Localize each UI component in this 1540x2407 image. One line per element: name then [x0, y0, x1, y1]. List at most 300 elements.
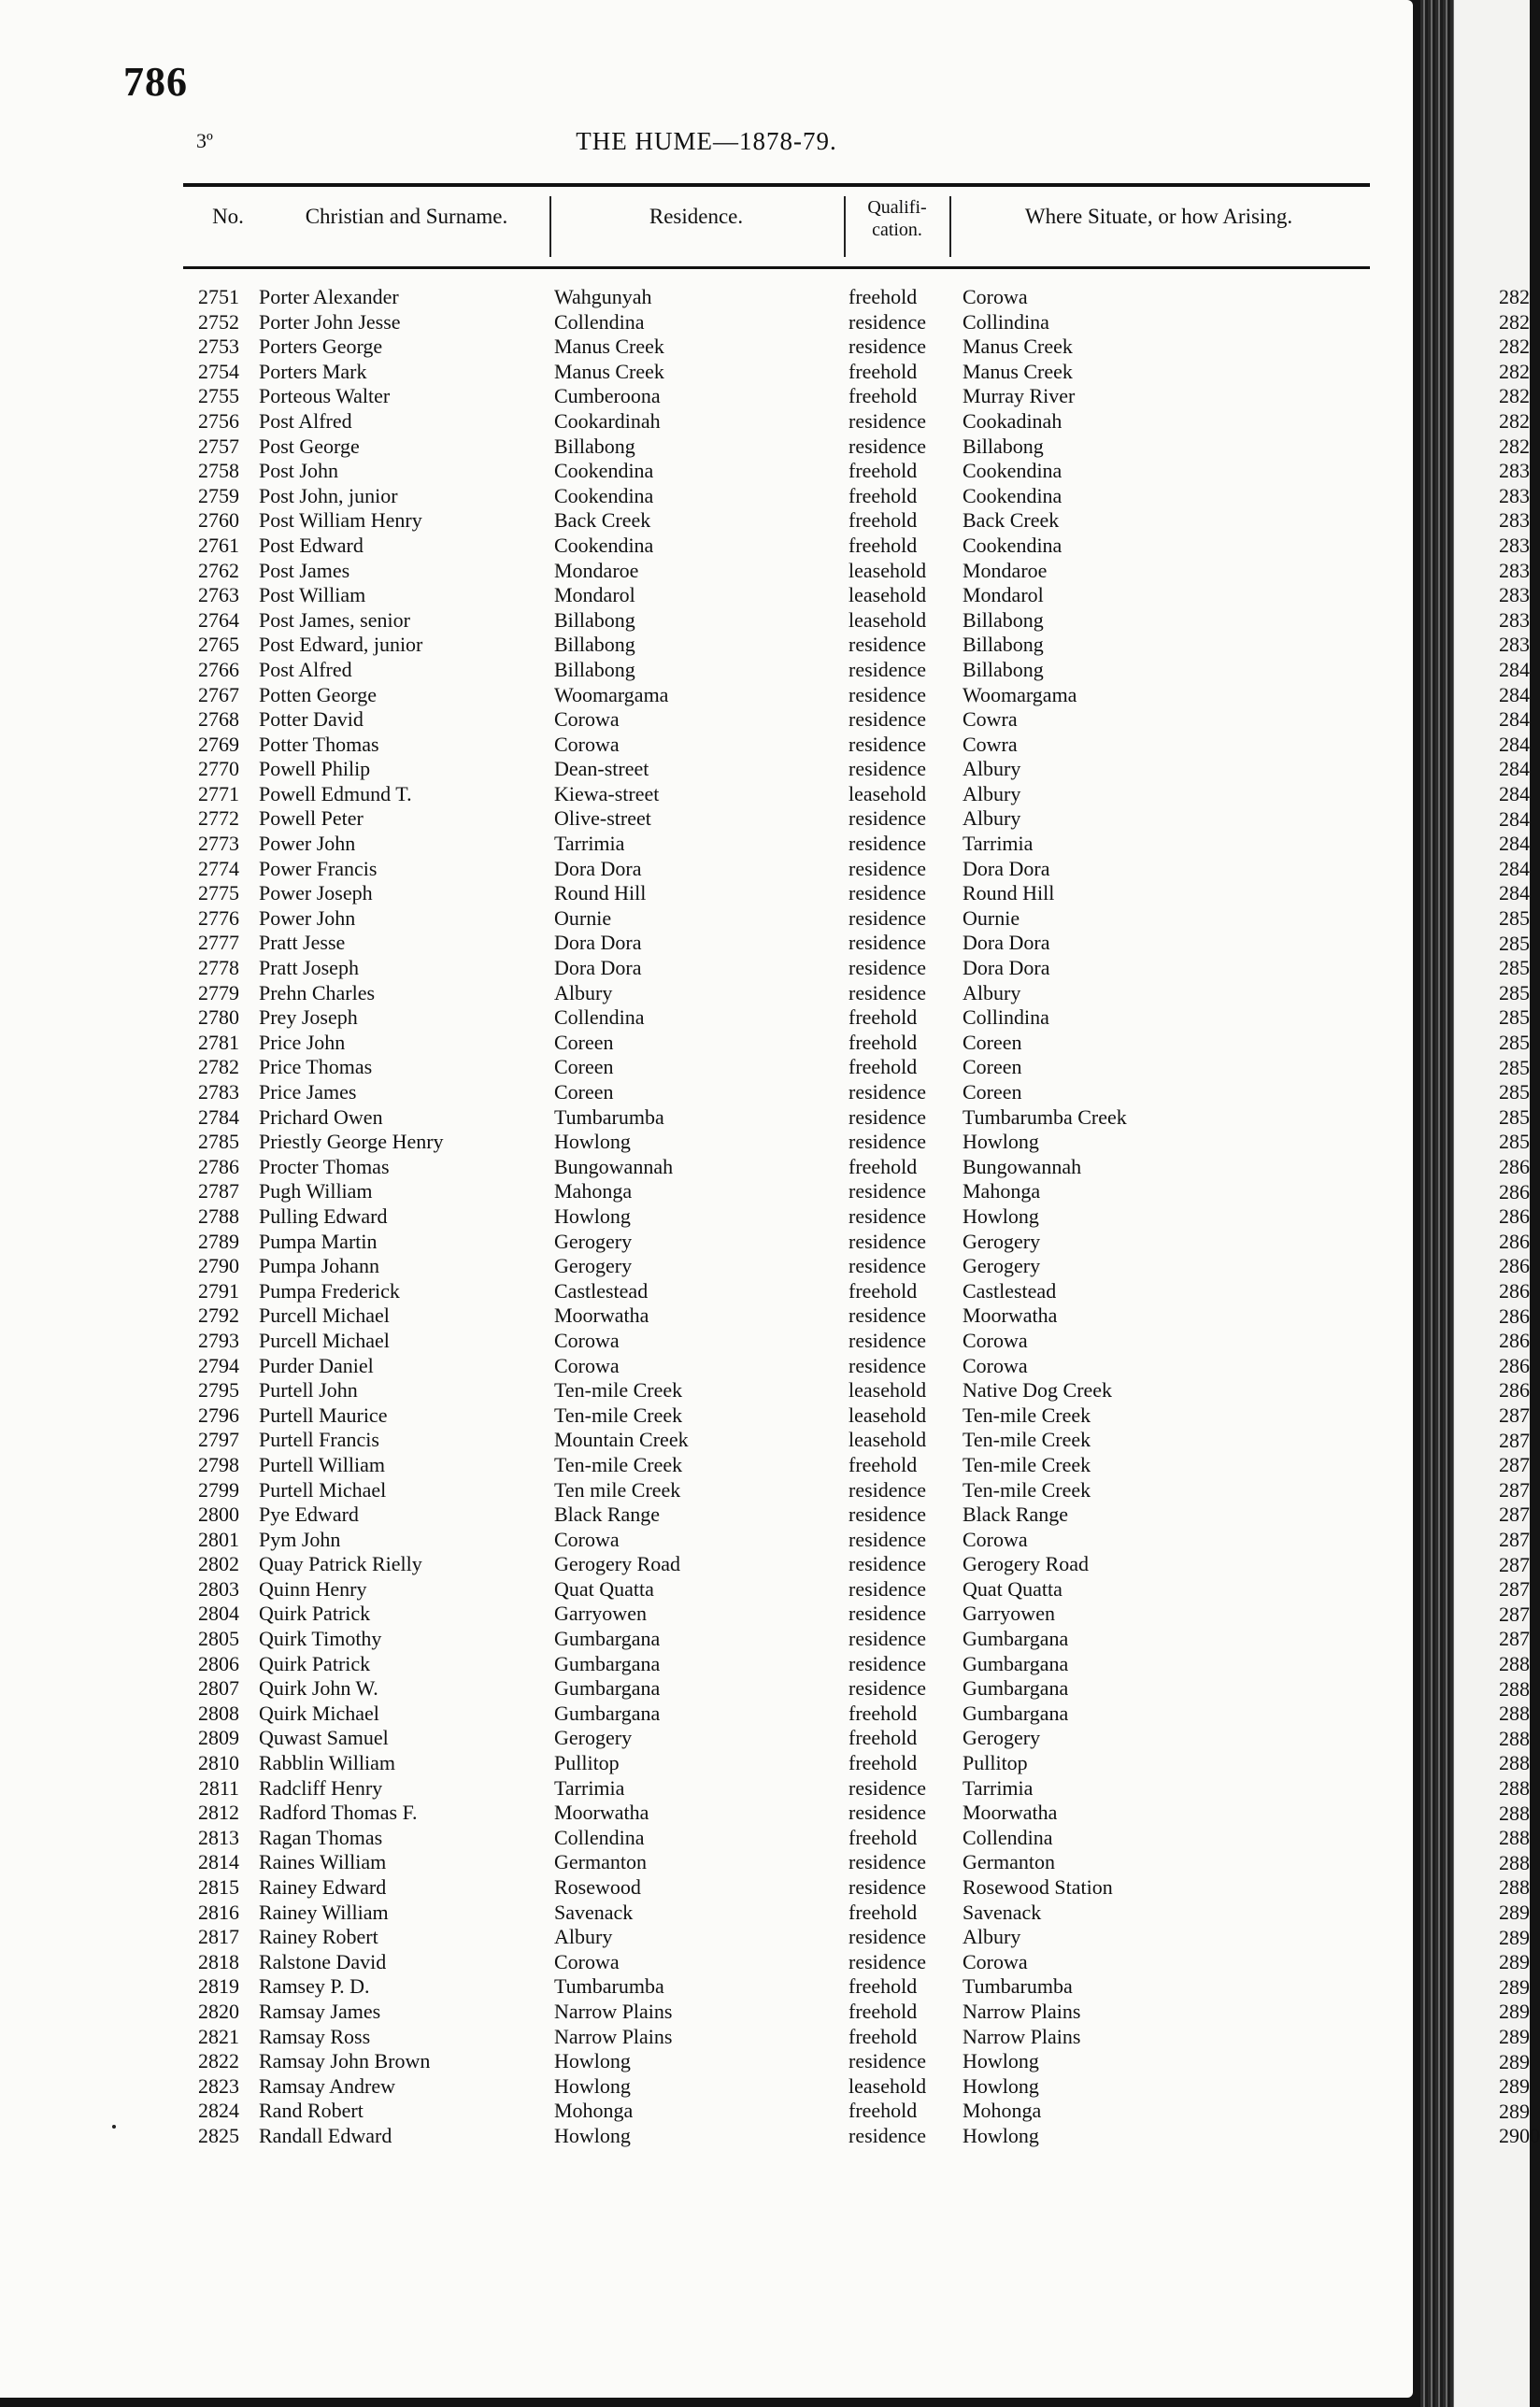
where-situate: Coreen: [962, 1080, 1022, 1104]
elector-name: Radford Thomas F.: [259, 1801, 418, 1825]
elector-name: Powell Philip: [259, 757, 371, 781]
qualification: freehold: [848, 2024, 918, 2048]
elector-name: Price Thomas: [259, 1055, 373, 1079]
col-header-residence: Residence.: [649, 205, 744, 228]
adjacent-page-number: 285: [1499, 1104, 1530, 1129]
entry-number: 2775: [198, 881, 239, 905]
residence: Savenack: [554, 1900, 634, 1924]
entry-number: 2782: [198, 1055, 239, 1079]
elector-name: Ramsey P. D.: [259, 1974, 370, 1999]
where-situate: Albury: [962, 781, 1021, 805]
residence: Collendina: [554, 309, 645, 334]
entry-number: 2824: [198, 2099, 239, 2123]
qualification: residence: [848, 1353, 927, 1377]
qualification: residence: [848, 657, 927, 681]
qualification: residence: [848, 980, 927, 1004]
residence: Corowa: [554, 732, 620, 756]
col-header-where-situate: Where Situate, or how Arising.: [1024, 205, 1293, 228]
adjacent-page-number: 288: [1499, 1726, 1530, 1750]
adjacent-page-number: 289: [1499, 2000, 1530, 2024]
entry-number: 2794: [198, 1353, 239, 1377]
residence: Ten mile Creek: [554, 1477, 681, 1502]
elector-name: Quirk Michael: [259, 1701, 379, 1725]
entry-number: 2795: [198, 1378, 239, 1403]
where-situate: Dora Dora: [962, 856, 1050, 880]
elector-name: Post Edward, junior: [259, 633, 423, 657]
qualification: residence: [848, 1080, 927, 1104]
table-row: [0, 1602, 1413, 1627]
where-situate: Howlong: [962, 1204, 1039, 1228]
residence: Black Range: [554, 1503, 661, 1527]
adjacent-page-number: 282: [1499, 409, 1530, 433]
table-row: [0, 1577, 1413, 1602]
table-row: [0, 1826, 1413, 1851]
table-row: [0, 1105, 1413, 1131]
residence: Gerogery: [554, 1726, 633, 1750]
residence: Billabong: [554, 657, 635, 681]
qualification: residence: [848, 1303, 927, 1328]
adjacent-page-number: 283: [1499, 508, 1530, 533]
table-row: [0, 310, 1413, 335]
where-situate: Albury: [962, 806, 1021, 831]
where-situate: Mahonga: [962, 1179, 1041, 1204]
where-situate: Moorwatha: [962, 1801, 1058, 1825]
table-row: [0, 508, 1413, 534]
elector-name: Potter Thomas: [259, 732, 379, 756]
elector-name: Porter John Jesse: [259, 309, 401, 334]
elector-name: Priestly George Henry: [259, 1130, 444, 1154]
elector-name: Pratt Joseph: [259, 956, 359, 980]
table-row: [0, 459, 1413, 484]
residence: Cookendina: [554, 483, 654, 507]
book-spine: [1420, 0, 1454, 2407]
table-row: [0, 1378, 1413, 1403]
adjacent-page-number: 289: [1499, 1950, 1530, 1974]
adjacent-page-number: 286: [1499, 1329, 1530, 1353]
elector-name: Quinn Henry: [259, 1576, 367, 1601]
qualification: residence: [848, 1104, 927, 1129]
elector-name: Pumpa Frederick: [259, 1278, 400, 1303]
qualification: leasehold: [848, 1403, 927, 1427]
qualification: residence: [848, 881, 927, 905]
residence: Mohonga: [554, 2099, 634, 2123]
table-row: [0, 1055, 1413, 1080]
table-row: [0, 707, 1413, 733]
qualification: freehold: [848, 533, 918, 557]
qualification: freehold: [848, 1900, 918, 1924]
adjacent-page-number: 287: [1499, 1453, 1530, 1477]
residence: Dora Dora: [554, 956, 642, 980]
residence: Coreen: [554, 1030, 614, 1054]
where-situate: Dora Dora: [962, 956, 1050, 980]
table-row: [0, 1303, 1413, 1329]
table-row: [0, 583, 1413, 608]
entry-number: 2767: [198, 682, 239, 706]
elector-name: Purtell Maurice: [259, 1403, 388, 1427]
table-row: [0, 360, 1413, 385]
residence: Kiewa-street: [554, 781, 660, 805]
residence: Gumbargana: [554, 1651, 661, 1675]
where-situate: Savenack: [962, 1900, 1042, 1924]
elector-name: Randall Edward: [259, 2123, 392, 2147]
where-situate: Howlong: [962, 2049, 1039, 2073]
adjacent-page-number: 283: [1499, 633, 1530, 657]
entry-number: 2808: [198, 1701, 239, 1725]
header-rule-top: [183, 183, 1370, 187]
qualification: leasehold: [848, 781, 927, 805]
adjacent-page-number: 288: [1499, 1875, 1530, 1900]
residence: Mondaroe: [554, 558, 639, 582]
adjacent-page-number: 287: [1499, 1428, 1530, 1452]
adjacent-page-number: 287: [1499, 1577, 1530, 1602]
residence: Albury: [554, 980, 613, 1004]
entry-number: 2792: [198, 1303, 239, 1328]
where-situate: Cookendina: [962, 533, 1062, 557]
entry-number: 2802: [198, 1552, 239, 1576]
where-situate: Gumbargana: [962, 1701, 1069, 1725]
table-row: [0, 1850, 1413, 1875]
entry-number: 2789: [198, 1229, 239, 1253]
adjacent-page-number: 282: [1499, 285, 1530, 308]
adjacent-page-number: 285: [1499, 1055, 1530, 1079]
where-situate: Cookendina: [962, 483, 1062, 507]
residence: Rosewood: [554, 1875, 641, 1899]
qualification: freehold: [848, 483, 918, 507]
residence: Germanton: [554, 1850, 647, 1874]
qualification: freehold: [848, 1825, 918, 1849]
adjacent-page-number: 289: [1499, 1974, 1530, 1999]
elector-name: Raines William: [259, 1850, 387, 1874]
where-situate: Gerogery Road: [962, 1552, 1090, 1576]
qualification: residence: [848, 732, 927, 756]
where-situate: Ournie: [962, 905, 1020, 930]
page-number: 786: [123, 59, 188, 105]
where-situate: Corowa: [962, 1527, 1028, 1551]
where-situate: Woomargama: [962, 682, 1077, 706]
table-row: [0, 881, 1413, 906]
qualification: residence: [848, 956, 927, 980]
elector-name: Quirk John W.: [259, 1676, 378, 1701]
entry-number: 2758: [198, 459, 239, 483]
table-row: [0, 806, 1413, 832]
residence: Dora Dora: [554, 931, 642, 955]
where-situate: Black Range: [962, 1503, 1069, 1527]
qualification: freehold: [848, 1726, 918, 1750]
entry-number: 2800: [198, 1503, 239, 1527]
qualification: residence: [848, 1552, 927, 1576]
qualification: residence: [848, 1204, 927, 1228]
residence: Gerogery Road: [554, 1552, 681, 1576]
entry-number: 2755: [198, 384, 239, 408]
table-row: [0, 956, 1413, 981]
elector-name: Price John: [259, 1030, 346, 1054]
table-row: [0, 534, 1413, 559]
residence: Albury: [554, 1925, 613, 1949]
elector-name: Post John: [259, 459, 338, 483]
elector-name: Purtell Michael: [259, 1477, 387, 1502]
adjacent-page-number: 286: [1499, 1229, 1530, 1253]
residence: Corowa: [554, 707, 620, 732]
elector-name: Post John, junior: [259, 483, 398, 507]
qualification: residence: [848, 1775, 927, 1800]
table-row: [0, 733, 1413, 758]
elector-name: Ragan Thomas: [259, 1825, 383, 1849]
table-row: [0, 1676, 1413, 1702]
qualification: leasehold: [848, 583, 927, 607]
adjacent-page-number: 2900: [1499, 2124, 1540, 2148]
entry-number: 2779: [198, 980, 239, 1004]
where-situate: Mondaroe: [962, 558, 1048, 582]
qualification: residence: [848, 707, 927, 732]
qualification: residence: [848, 1576, 927, 1601]
entry-number: 2761: [198, 533, 239, 557]
elector-name: Pugh William: [259, 1179, 373, 1204]
elector-list: [0, 285, 1413, 2149]
residence: Dean-street: [554, 757, 649, 781]
residence: Gumbargana: [554, 1627, 661, 1651]
elector-name: Post Edward: [259, 533, 364, 557]
table-row: [0, 1428, 1413, 1453]
where-situate: Gerogery: [962, 1229, 1041, 1253]
where-situate: Gumbargana: [962, 1627, 1069, 1651]
elector-name: Power John: [259, 905, 356, 930]
elector-name: Rabblin William: [259, 1751, 395, 1775]
residence: Moorwatha: [554, 1303, 649, 1328]
entry-number: 2819: [198, 1974, 239, 1999]
residence: Howlong: [554, 2123, 631, 2147]
residence: Billabong: [554, 633, 635, 657]
residence: Garryowen: [554, 1602, 647, 1626]
entry-number: 2820: [198, 1999, 239, 2023]
entry-number: 2799: [198, 1477, 239, 1502]
elector-name: Purtell John: [259, 1378, 358, 1403]
elector-name: Ramsay John Brown: [259, 2049, 431, 2073]
residence: Collendina: [554, 1825, 645, 1849]
table-row: [0, 2000, 1413, 2025]
qualification: freehold: [848, 459, 918, 483]
qualification: residence: [848, 1651, 927, 1675]
where-situate: Dora Dora: [962, 931, 1050, 955]
entry-number: 2764: [198, 607, 239, 632]
qualification: leasehold: [848, 2073, 927, 2098]
where-situate: Back Creek: [962, 508, 1060, 533]
entry-number: 2786: [198, 1154, 239, 1178]
table-row: [0, 1652, 1413, 1677]
entry-number: 2816: [198, 1900, 239, 1924]
where-situate: Tarrimia: [962, 832, 1034, 856]
elector-name: Power John: [259, 832, 356, 856]
elector-name: Potten George: [259, 682, 378, 706]
elector-name: Rainey Robert: [259, 1925, 378, 1949]
entry-number: 2769: [198, 732, 239, 756]
table-row: [0, 1528, 1413, 1553]
qualification: residence: [848, 1875, 927, 1899]
entry-number: 2777: [198, 931, 239, 955]
elector-name: Powell Peter: [259, 806, 364, 831]
table-row: [0, 285, 1413, 310]
table-row: [0, 1974, 1413, 2000]
qualification: leasehold: [848, 1378, 927, 1403]
entry-number: 2766: [198, 657, 239, 681]
residence: Gumbargana: [554, 1701, 661, 1725]
entry-number: 2822: [198, 2049, 239, 2073]
elector-name: Purcell Michael: [259, 1328, 390, 1352]
where-situate: Howlong: [962, 2123, 1039, 2147]
entry-number: 2776: [198, 905, 239, 930]
adjacent-page-number: 287: [1499, 1528, 1530, 1551]
qualification: leasehold: [848, 607, 927, 632]
header-rule-bottom: [183, 266, 1370, 269]
qualification: residence: [848, 1527, 927, 1551]
col-header-qualification: Qualifi- cation.: [867, 197, 927, 240]
adjacent-page-number: 282: [1499, 359, 1530, 383]
residence: Pullitop: [554, 1751, 620, 1775]
residence: Woomargama: [554, 682, 669, 706]
adjacent-page-number: 283: [1499, 459, 1530, 483]
residence: Ten-mile Creek: [554, 1378, 683, 1403]
table-row: [0, 1726, 1413, 1751]
qualification: freehold: [848, 1974, 918, 1999]
qualification: residence: [848, 434, 927, 458]
entry-number: 2773: [198, 832, 239, 856]
elector-name: Ralstone David: [259, 1949, 387, 1973]
where-situate: Narrow Plains: [962, 2024, 1081, 2048]
adjacent-page-number: 285: [1499, 1005, 1530, 1030]
table-row: [0, 1925, 1413, 1950]
adjacent-page-number: 283: [1499, 483, 1530, 507]
elector-name: Pye Edward: [259, 1503, 359, 1527]
qualification: residence: [848, 1627, 927, 1651]
table-row: [0, 683, 1413, 708]
table-row: [0, 409, 1413, 434]
table-row: [0, 1329, 1413, 1354]
entry-number: 2772: [198, 806, 239, 831]
entry-number: 2809: [198, 1726, 239, 1750]
qualification: freehold: [848, 359, 918, 383]
elector-name: Ramsay Andrew: [259, 2073, 396, 2098]
sheet-reference: 3º: [196, 129, 213, 152]
elector-name: Pulling Edward: [259, 1204, 388, 1228]
entry-number: 2823: [198, 2073, 239, 2098]
table-row: [0, 981, 1413, 1006]
adjacent-page-number: 288: [1499, 1676, 1530, 1701]
adjacent-page-number: 285: [1499, 956, 1530, 980]
qualification: residence: [848, 1676, 927, 1701]
where-situate: Tarrimia: [962, 1775, 1034, 1800]
adjacent-page-number: 286: [1499, 1279, 1530, 1303]
table-row: [0, 757, 1413, 782]
entry-number: 2806: [198, 1651, 239, 1675]
where-situate: Castlestead: [962, 1278, 1057, 1303]
residence: Gerogery: [554, 1229, 633, 1253]
entry-number: 2785: [198, 1130, 239, 1154]
qualification: residence: [848, 1602, 927, 1626]
entry-number: 2812: [198, 1801, 239, 1825]
qualification: residence: [848, 1477, 927, 1502]
adjacent-page-number: 287: [1499, 1627, 1530, 1651]
table-row: [0, 2049, 1413, 2074]
adjacent-page-number: 289: [1499, 1925, 1530, 1949]
table-row: [0, 1901, 1413, 1926]
qualification: residence: [848, 309, 927, 334]
where-situate: Albury: [962, 757, 1021, 781]
adjacent-page-number: 284: [1499, 782, 1530, 805]
qualification: residence: [848, 806, 927, 831]
qualification: residence: [848, 856, 927, 880]
table-row: [0, 1751, 1413, 1776]
where-situate: Round Hill: [962, 881, 1055, 905]
adjacent-page-number: 289: [1499, 2049, 1530, 2073]
entry-number: 2793: [198, 1328, 239, 1352]
qualification: residence: [848, 682, 927, 706]
adjacent-page-number: 285: [1499, 980, 1530, 1004]
elector-name: Rainey Edward: [259, 1875, 387, 1899]
adjacent-page-number: 289: [1499, 2099, 1530, 2123]
elector-name: Post James: [259, 558, 350, 582]
elector-name: Quirk Patrick: [259, 1651, 371, 1675]
entry-number: 2770: [198, 757, 239, 781]
qualification: residence: [848, 1328, 927, 1352]
table-row: [0, 2074, 1413, 2100]
elector-name: Quay Patrick Rielly: [259, 1552, 422, 1576]
adjacent-page-number: 288: [1499, 1776, 1530, 1800]
table-row: [0, 434, 1413, 460]
elector-name: Porteous Walter: [259, 384, 391, 408]
entry-number: 2765: [198, 633, 239, 657]
table-row: [0, 1179, 1413, 1204]
adjacent-page-number: 288: [1499, 1801, 1530, 1825]
residence: Mountain Creek: [554, 1428, 689, 1452]
residence: Gumbargana: [554, 1676, 661, 1701]
residence: Dora Dora: [554, 856, 642, 880]
adjacent-page-number: 285: [1499, 906, 1530, 930]
adjacent-page-number: 287: [1499, 1602, 1530, 1626]
entry-number: 2807: [198, 1676, 239, 1701]
qualification: freehold: [848, 1701, 918, 1725]
adjacent-page-number: 286: [1499, 1204, 1530, 1229]
entry-number: 2805: [198, 1627, 239, 1651]
qualification: freehold: [848, 1055, 918, 1079]
table-row: [0, 484, 1413, 509]
elector-name: Porter Alexander: [259, 285, 399, 308]
table-row: [0, 2099, 1413, 2124]
qualification: residence: [848, 757, 927, 781]
residence: Cumberoona: [554, 384, 661, 408]
qualification: residence: [848, 1229, 927, 1253]
table-row: [0, 1354, 1413, 1379]
adjacent-page-number: 288: [1499, 1652, 1530, 1675]
elector-name: Rainey William: [259, 1900, 389, 1924]
where-situate: Mohonga: [962, 2099, 1042, 2123]
qualification: freehold: [848, 2099, 918, 2123]
qualification: residence: [848, 905, 927, 930]
column-separator: [949, 196, 951, 257]
table-row: [0, 658, 1413, 683]
where-situate: Manus Creek: [962, 335, 1073, 359]
entry-number: 2791: [198, 1278, 239, 1303]
table-row: [0, 335, 1413, 360]
entry-number: 2781: [198, 1030, 239, 1054]
elector-name: Radcliff Henry: [259, 1775, 383, 1800]
entry-number: 2768: [198, 707, 239, 732]
table-row: [0, 559, 1413, 584]
residence: Howlong: [554, 1130, 631, 1154]
qualification: residence: [848, 2123, 927, 2147]
table-row: [0, 1031, 1413, 1056]
residence: Cookardinah: [554, 408, 661, 433]
elector-name: Porters George: [259, 335, 383, 359]
where-situate: Gerogery: [962, 1254, 1041, 1278]
